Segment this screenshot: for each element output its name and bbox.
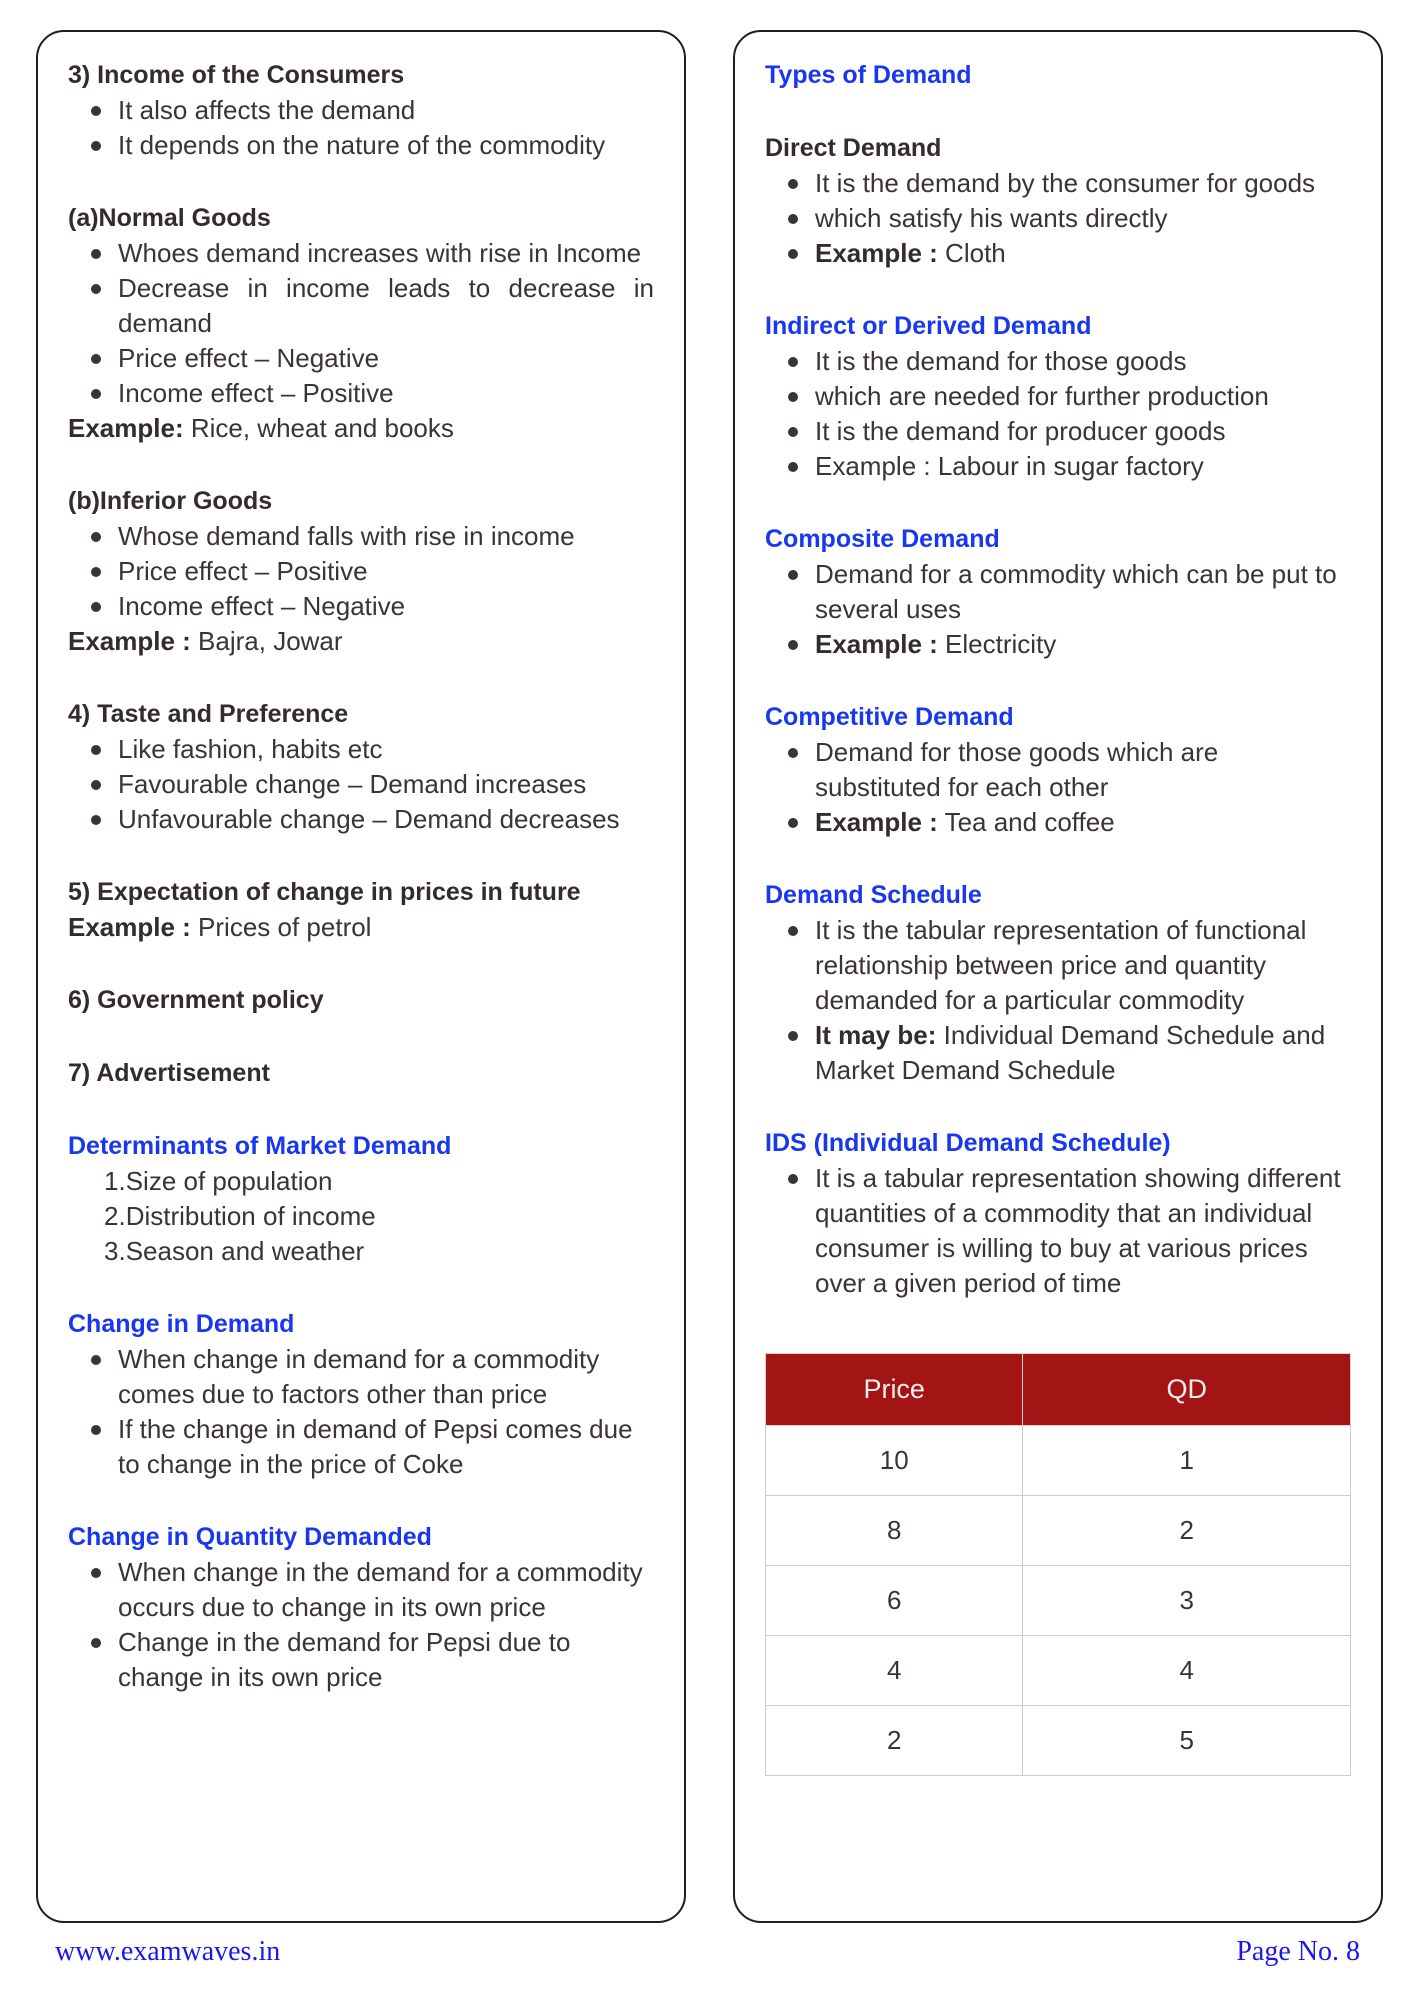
bullet-item: Unfavourable change – Demand decreases	[68, 802, 654, 837]
example-line	[68, 910, 654, 945]
numbered-item: Distribution of income	[125, 1201, 376, 1231]
table-cell: 10	[766, 1426, 1023, 1496]
bullet-item: If the change in demand of Pepsi comes due to change in the price of Coke	[68, 1412, 654, 1482]
numbered-item: Size of population	[125, 1166, 333, 1196]
section-heading: Composite Demand	[765, 525, 1000, 553]
example-label: Example :	[68, 626, 191, 656]
section-inferior-goods	[68, 484, 654, 659]
page-footer	[55, 1936, 1360, 1968]
bullet-item: Price effect – Positive	[68, 554, 654, 589]
section-heading: IDS (Individual Demand Schedule)	[765, 1129, 1171, 1157]
left-notes-card	[36, 30, 686, 1923]
bullet-item: Price effect – Negative	[68, 341, 654, 376]
bullet-item: Example : Labour in sugar factory	[765, 449, 1351, 484]
example-label: Example :	[815, 807, 938, 837]
section-determinants-market-demand	[68, 1129, 654, 1269]
table-cell: 4	[1023, 1636, 1351, 1706]
page-body	[36, 30, 1383, 1923]
bullet-item: Favourable change – Demand increases	[68, 767, 654, 802]
bullet-item: It is the demand for those goods	[765, 344, 1351, 379]
table-row	[766, 1496, 1351, 1566]
bullet-item: It also affects the demand	[68, 93, 654, 128]
bullet-item: Decrease in income leads to decrease in demand	[68, 271, 654, 341]
section-government-policy	[68, 983, 654, 1018]
table-row	[766, 1706, 1351, 1776]
example-text: Cloth	[937, 238, 1006, 268]
section-heading: 7) Advertisement	[68, 1059, 270, 1087]
section-heading: Change in Quantity Demanded	[68, 1523, 432, 1551]
example-label: Example :	[815, 629, 938, 659]
section-competitive-demand	[765, 700, 1351, 840]
table-cell: 2	[766, 1706, 1023, 1776]
table-cell: 3	[1023, 1566, 1351, 1636]
bullet-item: Change in the demand for Pepsi due to change in its own price	[68, 1625, 654, 1695]
section-heading: 5) Expectation of change in prices in future	[68, 878, 581, 906]
bullet-item: Whose demand falls with rise in income	[68, 519, 654, 554]
table-row	[766, 1426, 1351, 1496]
example-line	[68, 624, 654, 659]
example-text: Electricity	[937, 629, 1057, 659]
section-income-of-consumers	[68, 58, 654, 163]
section-heading: Types of Demand	[765, 61, 972, 89]
example-label: Example :	[68, 912, 191, 942]
section-heading: Change in Demand	[68, 1310, 295, 1338]
bullet-item: When change in the demand for a commodity occurs due to change in its own price	[68, 1555, 654, 1625]
bullet-item	[765, 236, 1351, 271]
section-expectation-of-prices	[68, 875, 654, 945]
section-direct-demand	[765, 131, 1351, 271]
bullet-item	[765, 627, 1351, 662]
bullet-item: Whoes demand increases with rise in Income	[68, 236, 654, 271]
numbered-item: Season and weather	[125, 1236, 365, 1266]
table-cell: 2	[1023, 1496, 1351, 1566]
website-link[interactable]: www.examwaves.in	[55, 1936, 281, 1967]
table-cell: 4	[766, 1636, 1023, 1706]
table-row	[766, 1566, 1351, 1636]
example-text: Rice, wheat and books	[183, 413, 454, 443]
bullet-item: which satisfy his wants directly	[765, 201, 1351, 236]
section-composite-demand	[765, 522, 1351, 662]
bullet-item: It is the demand for producer goods	[765, 414, 1351, 449]
table-cell: 8	[766, 1496, 1023, 1566]
section-heading: Determinants of Market Demand	[68, 1132, 452, 1160]
section-demand-schedule	[765, 878, 1351, 1088]
bullet-item	[765, 805, 1351, 840]
section-heading: (a)Normal Goods	[68, 204, 271, 232]
bullet-item: Income effect – Negative	[68, 589, 654, 624]
bullet-item: It is a tabular representation showing different quantities of a commodity that an individual consumer is willing to buy at various prices over a given period of time	[765, 1161, 1351, 1301]
section-heading: 3) Income of the Consumers	[68, 61, 405, 89]
right-notes-card	[733, 30, 1383, 1923]
section-heading: Indirect or Derived Demand	[765, 312, 1092, 340]
section-heading: Direct Demand	[765, 134, 942, 162]
table-header-qd: QD	[1023, 1354, 1351, 1426]
example-line	[68, 411, 654, 446]
section-heading: 6) Government policy	[68, 986, 324, 1014]
table-header-row	[766, 1354, 1351, 1426]
example-text: Prices of petrol	[190, 912, 372, 942]
section-heading: (b)Inferior Goods	[68, 487, 273, 515]
section-normal-goods	[68, 201, 654, 446]
bullet-item: which are needed for further production	[765, 379, 1351, 414]
section-types-of-demand	[765, 58, 1351, 93]
bullet-item: It is the demand by the consumer for goods	[765, 166, 1351, 201]
section-advertisement	[68, 1056, 654, 1091]
table-row	[766, 1636, 1351, 1706]
bullet-item: It depends on the nature of the commodity	[68, 128, 654, 163]
bullet-item: Demand for those goods which are substituted for each other	[765, 735, 1351, 805]
example-text: Tea and coffee	[937, 807, 1115, 837]
example-text: Bajra, Jowar	[190, 626, 343, 656]
section-heading: Competitive Demand	[765, 703, 1014, 731]
example-label: Example :	[815, 238, 938, 268]
demand-schedule-table	[765, 1353, 1351, 1776]
bullet-item: Demand for a commodity which can be put to several uses	[765, 557, 1351, 627]
bullet-item: Income effect – Positive	[68, 376, 654, 411]
it-may-be-label: It may be:	[815, 1020, 937, 1050]
bullet-item	[765, 1018, 1351, 1088]
table-cell: 6	[766, 1566, 1023, 1636]
bullet-item: When change in demand for a commodity comes due to factors other than price	[68, 1342, 654, 1412]
section-indirect-derived-demand	[765, 309, 1351, 484]
table-cell: 5	[1023, 1706, 1351, 1776]
bullet-item: Like fashion, habits etc	[68, 732, 654, 767]
section-heading: 4) Taste and Preference	[68, 700, 349, 728]
section-individual-demand-schedule	[765, 1126, 1351, 1301]
section-heading: Demand Schedule	[765, 881, 982, 909]
table-header-price: Price	[766, 1354, 1023, 1426]
page-number: Page No. 8	[1236, 1936, 1360, 1967]
example-label: Example:	[68, 413, 184, 443]
it-may-be-text: Individual Demand Schedule and Market Demand Schedule	[815, 1020, 1326, 1085]
section-change-in-quantity-demanded	[68, 1520, 654, 1695]
bullet-item: It is the tabular representation of functional relationship between price and quantity demanded for a particular commodity	[765, 913, 1351, 1018]
section-change-in-demand	[68, 1307, 654, 1482]
section-taste-and-preference	[68, 697, 654, 837]
table-cell: 1	[1023, 1426, 1351, 1496]
